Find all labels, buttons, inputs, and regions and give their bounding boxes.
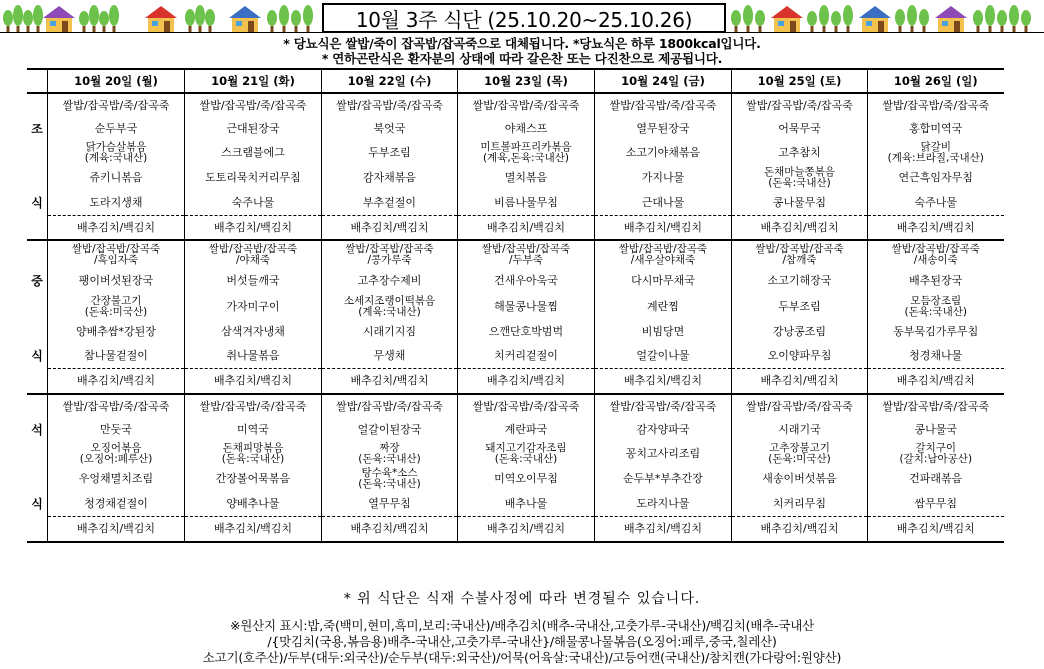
menu-row <box>27 320 1004 344</box>
menu-cell: 두부조림 <box>322 140 458 165</box>
menu-cell: 미역오이무침 <box>458 466 595 492</box>
menu-cell: 쌀밥/잡곡밥/죽/잡곡죽 <box>322 93 458 117</box>
menu-cell <box>868 441 1004 466</box>
menu-cell: 근대나물 <box>595 190 732 216</box>
menu-cell-line: 쌀밥/잡곡밥/잡곡죽 <box>755 243 844 255</box>
corner-cell <box>27 69 48 93</box>
menu-cell-line: (계육:국내산) <box>84 151 148 164</box>
menu-cell: 순두부국 <box>48 117 185 140</box>
menu-cell: 콩나물국 <box>868 418 1004 441</box>
day-header: 10월 22일 (수) <box>322 69 458 93</box>
menu-row <box>27 93 1004 117</box>
menu-cell-line: 짜장 <box>379 441 400 454</box>
menu-cell: 쌀밥/잡곡밥/죽/잡곡죽 <box>185 394 322 418</box>
menu-cell: 쌀밥/잡곡밥/죽/잡곡죽 <box>48 93 185 117</box>
menu-cell <box>322 441 458 466</box>
menu-cell-line: /새우살야채죽 <box>630 254 696 266</box>
menu-cell-line: (돈육:국내산) <box>904 305 967 318</box>
meal-label: 중 <box>31 274 43 288</box>
menu-cell <box>185 441 322 466</box>
menu-cell: 참나물겉절이 <box>48 344 185 369</box>
menu-cell <box>732 240 868 269</box>
menu-cell-line: 닭갈비 <box>920 140 951 153</box>
day-header: 10월 20일 (월) <box>48 69 185 93</box>
menu-cell <box>48 441 185 466</box>
menu-change-note: * 위 식단은 식재 수불사정에 따라 변경될수 있습니다. <box>343 591 701 607</box>
meal-label <box>27 165 48 190</box>
menu-cell: 비빔당면 <box>595 320 732 344</box>
tree-icon <box>1021 10 1031 32</box>
menu-cell: 도라지생채 <box>48 190 185 216</box>
menu-cell: 양배추나물 <box>185 492 322 517</box>
menu-cell: 고추장수제비 <box>322 269 458 293</box>
menu-cell: 콩나물무침 <box>732 190 868 216</box>
menu-row <box>27 140 1004 165</box>
menu-cell: 버섯들깨국 <box>185 269 322 293</box>
menu-cell <box>732 441 868 466</box>
meal-label: 식 <box>31 349 43 364</box>
tree-icon <box>291 10 301 32</box>
menu-cell <box>732 165 868 190</box>
menu-cell: 배추김치/백김치 <box>868 517 1004 543</box>
menu-row <box>27 517 1004 543</box>
tree-icon <box>731 10 741 32</box>
menu-cell: 쌀밥/잡곡밥/죽/잡곡죽 <box>458 394 595 418</box>
menu-cell: 배추김치/백김치 <box>48 517 185 543</box>
menu-cell-line: /참깨죽 <box>782 254 817 266</box>
menu-cell: 홍합미역국 <box>868 117 1004 140</box>
menu-cell-line: 오징어볶음 <box>90 441 142 454</box>
house-icon <box>935 6 967 32</box>
meal-label <box>27 320 48 344</box>
menu-cell: 으깬단호박범벅 <box>458 320 595 344</box>
tree-icon <box>195 5 205 32</box>
menu-cell: 부추겉절이 <box>322 190 458 216</box>
tree-icon <box>819 5 829 32</box>
menu-cell: 해물콩나물찜 <box>458 293 595 320</box>
meal-label <box>27 216 48 241</box>
tree-icon <box>743 5 753 32</box>
menu-cell <box>185 240 322 269</box>
menu-cell: 야채스프 <box>458 117 595 140</box>
house-icon <box>43 6 75 32</box>
menu-cell <box>48 293 185 320</box>
menu-cell: 치커리겉절이 <box>458 344 595 369</box>
menu-cell: 고추참치 <box>732 140 868 165</box>
meal-label <box>27 517 48 543</box>
menu-cell-line: 모듬장조림 <box>910 294 962 307</box>
menu-cell: 청경채나물 <box>868 344 1004 369</box>
menu-cell: 쌀밥/잡곡밥/죽/잡곡죽 <box>868 93 1004 117</box>
tree-icon <box>205 9 215 32</box>
weekly-menu-table <box>27 68 1004 543</box>
menu-cell-line: 갈치구이 <box>915 441 957 454</box>
menu-cell: 열무된장국 <box>595 117 732 140</box>
menu-cell: 계란파국 <box>458 418 595 441</box>
menu-cell: 소고기야채볶음 <box>595 140 732 165</box>
tree-icon <box>79 11 89 32</box>
menu-cell-line: 미트볼파프리카볶음 <box>480 140 572 153</box>
dysphagia-notice: * 연하곤란식은 환자분의 상태에 따라 갈은찬 또는 다진찬으로 제공됩니다. <box>321 51 723 66</box>
menu-cell: 만둣국 <box>48 418 185 441</box>
menu-cell: 순두부*부추간장 <box>595 466 732 492</box>
menu-cell: 취나물볶음 <box>185 344 322 369</box>
menu-cell: 삼색겨자냉채 <box>185 320 322 344</box>
menu-cell: 배추김치/백김치 <box>48 369 185 395</box>
menu-cell: 감자채볶음 <box>322 165 458 190</box>
menu-row <box>27 117 1004 140</box>
menu-cell: 시래기지짐 <box>322 320 458 344</box>
page-title: 10월 3주 식단 (25.10.20~25.10.26) <box>322 3 726 33</box>
tree-icon <box>89 5 99 32</box>
menu-row <box>27 190 1004 216</box>
menu-cell <box>595 240 732 269</box>
menu-cell <box>322 466 458 492</box>
tree-icon <box>895 9 905 32</box>
menu-cell: 도토리묵치커리무침 <box>185 165 322 190</box>
menu-cell: 배추김치/백김치 <box>732 216 868 241</box>
meal-label <box>27 140 48 165</box>
menu-cell-line: /야채죽 <box>236 254 270 266</box>
tree-icon <box>279 5 289 32</box>
menu-row <box>27 269 1004 293</box>
menu-body <box>27 93 1004 542</box>
menu-cell: 배추김치/백김치 <box>868 216 1004 241</box>
tree-icon <box>33 5 43 32</box>
menu-cell-line: (돈육:미국산) <box>84 305 148 318</box>
menu-cell-line: 쌀밥/잡곡밥/잡곡죽 <box>345 243 434 255</box>
origin-line: /{맛김치(국용,볶음용)배추-국내산,고춧가루-국내산}/해물콩나물볶음(오징어:페루,중국,칠레산) <box>267 634 777 649</box>
menu-cell: 쌀밥/잡곡밥/죽/잡곡죽 <box>595 93 732 117</box>
menu-cell-line: 쌀밥/잡곡밥/잡곡죽 <box>891 243 980 255</box>
menu-cell: 숙주나물 <box>868 190 1004 216</box>
origin-line: 소고기(호주산)/두부(대두:외국산)/순두부(대두:외국산)/어묵(어육살:국내산)/고등어캔(국내산)/참치캔(가다랑어:원양산) <box>202 650 842 665</box>
meal-label <box>27 93 48 117</box>
menu-cell: 배추김치/백김치 <box>595 369 732 395</box>
tree-icon <box>997 10 1007 32</box>
menu-row <box>27 240 1004 269</box>
menu-cell: 어묵무국 <box>732 117 868 140</box>
menu-cell: 쌀밥/잡곡밥/죽/잡곡죽 <box>322 394 458 418</box>
menu-cell: 쌀밥/잡곡밥/죽/잡곡죽 <box>595 394 732 418</box>
menu-cell: 간장볼어묵볶음 <box>185 466 322 492</box>
menu-row <box>27 466 1004 492</box>
menu-cell: 쌀밥/잡곡밥/죽/잡곡죽 <box>868 394 1004 418</box>
menu-cell: 오이양파무침 <box>732 344 868 369</box>
menu-cell: 계란찜 <box>595 293 732 320</box>
menu-cell: 쌈무무침 <box>868 492 1004 517</box>
house-icon <box>771 6 803 32</box>
meal-label <box>27 466 48 492</box>
menu-row <box>27 165 1004 190</box>
menu-cell-line: 돈채마늘쫑볶음 <box>763 165 835 178</box>
tree-icon <box>973 10 983 32</box>
menu-cell-line: 쌀밥/잡곡밥/잡곡죽 <box>208 243 298 255</box>
menu-cell: 배추김치/백김치 <box>185 517 322 543</box>
day-header: 10월 23일 (목) <box>458 69 595 93</box>
menu-cell: 배추김치/백김치 <box>458 369 595 395</box>
house-icon <box>229 6 261 32</box>
menu-cell-line: 닭가슴살볶음 <box>85 140 147 153</box>
house-icon <box>145 6 177 32</box>
tree-icon <box>755 10 765 32</box>
meal-label: 식 <box>31 195 43 210</box>
tree-icon <box>1009 5 1019 32</box>
menu-cell: 비름나물무침 <box>458 190 595 216</box>
menu-row <box>27 441 1004 466</box>
day-header-row <box>27 69 1004 93</box>
menu-cell: 감자양파국 <box>595 418 732 441</box>
menu-cell-line: 쌀밥/잡곡밥/잡곡죽 <box>618 243 708 255</box>
menu-cell: 스크램블에그 <box>185 140 322 165</box>
menu-cell: 열무무침 <box>322 492 458 517</box>
menu-cell: 팽이버섯된장국 <box>48 269 185 293</box>
meal-label: 식 <box>31 497 43 512</box>
menu-cell: 멸치볶음 <box>458 165 595 190</box>
menu-cell: 쌀밥/잡곡밥/죽/잡곡죽 <box>458 93 595 117</box>
menu-cell: 배추김치/백김치 <box>732 517 868 543</box>
menu-cell: 건새우아욱국 <box>458 269 595 293</box>
menu-cell-line: (돈육:국내산) <box>358 478 421 490</box>
menu-cell-line: (오징어:페루산) <box>79 452 153 465</box>
menu-cell: 배추김치/백김치 <box>185 369 322 395</box>
menu-cell <box>458 240 595 269</box>
tree-icon <box>831 11 841 32</box>
menu-cell: 꽁치고사리조림 <box>595 441 732 466</box>
menu-cell: 배추김치/백김치 <box>322 216 458 241</box>
menu-cell <box>48 140 185 165</box>
menu-cell-line: 탕수육*소스 <box>361 467 418 479</box>
menu-cell-line: /흑임자죽 <box>93 254 139 266</box>
menu-cell <box>322 293 458 320</box>
menu-cell-line: (계육:국내산) <box>358 305 421 318</box>
menu-cell: 강낭콩조림 <box>732 320 868 344</box>
menu-cell-line: (돈육:미국산) <box>768 452 831 465</box>
menu-row <box>27 216 1004 241</box>
menu-cell: 시래기국 <box>732 418 868 441</box>
house-icon <box>859 6 891 32</box>
menu-cell: 배추김치/백김치 <box>322 517 458 543</box>
tree-icon <box>109 5 119 32</box>
menu-row <box>27 418 1004 441</box>
menu-cell <box>48 240 185 269</box>
menu-cell: 배추김치/백김치 <box>322 369 458 395</box>
menu-cell: 배추김치/백김치 <box>595 216 732 241</box>
menu-cell: 건파래볶음 <box>868 466 1004 492</box>
menu-cell: 새송이버섯볶음 <box>732 466 868 492</box>
menu-cell: 가지나물 <box>595 165 732 190</box>
menu-cell <box>458 441 595 466</box>
menu-cell: 쌀밥/잡곡밥/죽/잡곡죽 <box>48 394 185 418</box>
menu-cell: 배추김치/백김치 <box>732 369 868 395</box>
tree-icon <box>185 9 195 32</box>
menu-cell: 동부묵김가루무침 <box>868 320 1004 344</box>
menu-cell-line: (돈육:국내산) <box>768 176 831 189</box>
day-header: 10월 21일 (화) <box>185 69 322 93</box>
menu-row <box>27 492 1004 517</box>
menu-cell-line: (계육:브라질,국내산) <box>887 151 984 164</box>
menu-cell: 쌀밥/잡곡밥/죽/잡곡죽 <box>732 93 868 117</box>
menu-cell: 얼갈이된장국 <box>322 418 458 441</box>
menu-cell <box>868 140 1004 165</box>
menu-cell: 청경채겉절이 <box>48 492 185 517</box>
menu-cell <box>868 293 1004 320</box>
menu-cell: 무생채 <box>322 344 458 369</box>
menu-cell: 얼갈이나물 <box>595 344 732 369</box>
menu-cell: 두부조림 <box>732 293 868 320</box>
tree-icon <box>267 10 277 32</box>
meal-label: 석 <box>31 422 43 437</box>
tree-icon <box>907 5 917 32</box>
menu-cell: 배추된장국 <box>868 269 1004 293</box>
menu-cell <box>322 240 458 269</box>
tree-icon <box>13 5 23 32</box>
menu-cell: 배추김치/백김치 <box>458 216 595 241</box>
menu-cell: 치커리무침 <box>732 492 868 517</box>
day-header: 10월 24일 (금) <box>595 69 732 93</box>
menu-row <box>27 293 1004 320</box>
tree-icon <box>3 10 13 32</box>
menu-cell: 양배추쌈*강된장 <box>48 320 185 344</box>
menu-row <box>27 394 1004 418</box>
menu-cell-line: 소세지조랭이떡볶음 <box>343 294 436 307</box>
tree-icon <box>985 5 995 32</box>
menu-cell-line: (돈육:국내산) <box>494 452 558 465</box>
menu-cell: 배추김치/백김치 <box>185 216 322 241</box>
menu-cell-line: 쌀밥/잡곡밥/잡곡죽 <box>481 243 571 255</box>
menu-cell-line: /두부죽 <box>509 254 543 266</box>
meal-label <box>27 441 48 466</box>
tree-icon <box>303 5 313 32</box>
menu-cell: 배추김치/백김치 <box>595 517 732 543</box>
menu-cell: 미역국 <box>185 418 322 441</box>
tree-icon <box>807 11 817 32</box>
tree-icon <box>919 9 929 32</box>
menu-cell: 다시마무채국 <box>595 269 732 293</box>
menu-cell-line: 간장불고기 <box>90 294 142 307</box>
menu-cell: 도라지나물 <box>595 492 732 517</box>
day-header: 10월 26일 (일) <box>868 69 1004 93</box>
menu-cell: 소고기해장국 <box>732 269 868 293</box>
menu-cell: 쌀밥/잡곡밥/죽/잡곡죽 <box>185 93 322 117</box>
menu-row <box>27 344 1004 369</box>
meal-label <box>27 240 48 269</box>
tree-icon <box>99 11 109 32</box>
meal-label <box>27 293 48 320</box>
diabetic-notice: * 당뇨식은 쌀밥/죽이 잡곡밥/잡곡죽으로 대체됩니다. *당뇨식은 하루 1800kcal입니다. <box>283 36 761 51</box>
menu-cell: 북엇국 <box>322 117 458 140</box>
tree-icon <box>843 5 853 32</box>
menu-cell: 연근흑임자무침 <box>868 165 1004 190</box>
meal-label <box>27 394 48 418</box>
menu-cell: 가자미구이 <box>185 293 322 320</box>
meal-label: 조 <box>31 121 43 136</box>
menu-cell: 배추김치/백김치 <box>868 369 1004 395</box>
menu-cell-line: /새송이죽 <box>913 254 958 266</box>
menu-cell: 배추김치/백김치 <box>48 216 185 241</box>
menu-cell-line: (갈치:남아공산) <box>899 452 973 465</box>
menu-cell: 배추나물 <box>458 492 595 517</box>
menu-cell-line: /콩가루죽 <box>367 254 412 266</box>
tree-icon <box>23 10 33 32</box>
menu-cell: 배추김치/백김치 <box>458 517 595 543</box>
menu-cell <box>458 140 595 165</box>
menu-cell-line: 쌀밥/잡곡밥/잡곡죽 <box>71 243 161 255</box>
menu-cell-line: 돈채피망볶음 <box>222 441 284 454</box>
menu-cell-line: (계육,돈육:국내산) <box>482 151 570 164</box>
day-header: 10월 25일 (토) <box>732 69 868 93</box>
menu-cell: 쥬키니볶음 <box>48 165 185 190</box>
menu-cell: 쌀밥/잡곡밥/죽/잡곡죽 <box>732 394 868 418</box>
menu-cell: 숙주나물 <box>185 190 322 216</box>
meal-label <box>27 369 48 395</box>
menu-row <box>27 369 1004 395</box>
menu-cell: 근대된장국 <box>185 117 322 140</box>
menu-cell-line: 돼지고기감자조림 <box>485 441 567 454</box>
menu-cell: 우엉채멸치조림 <box>48 466 185 492</box>
menu-cell-line: (돈육:국내산) <box>221 452 285 465</box>
menu-cell-line: (돈육:국내산) <box>358 452 421 465</box>
menu-cell-line: 고추장불고기 <box>769 441 830 454</box>
menu-cell <box>868 240 1004 269</box>
origin-line: ※원산지 표시:밥,죽(백미,현미,흑미,보리:국내산)/배추김치(배추-국내산,고춧가루-국내산)/백김치(배추-국내산 <box>229 618 815 633</box>
